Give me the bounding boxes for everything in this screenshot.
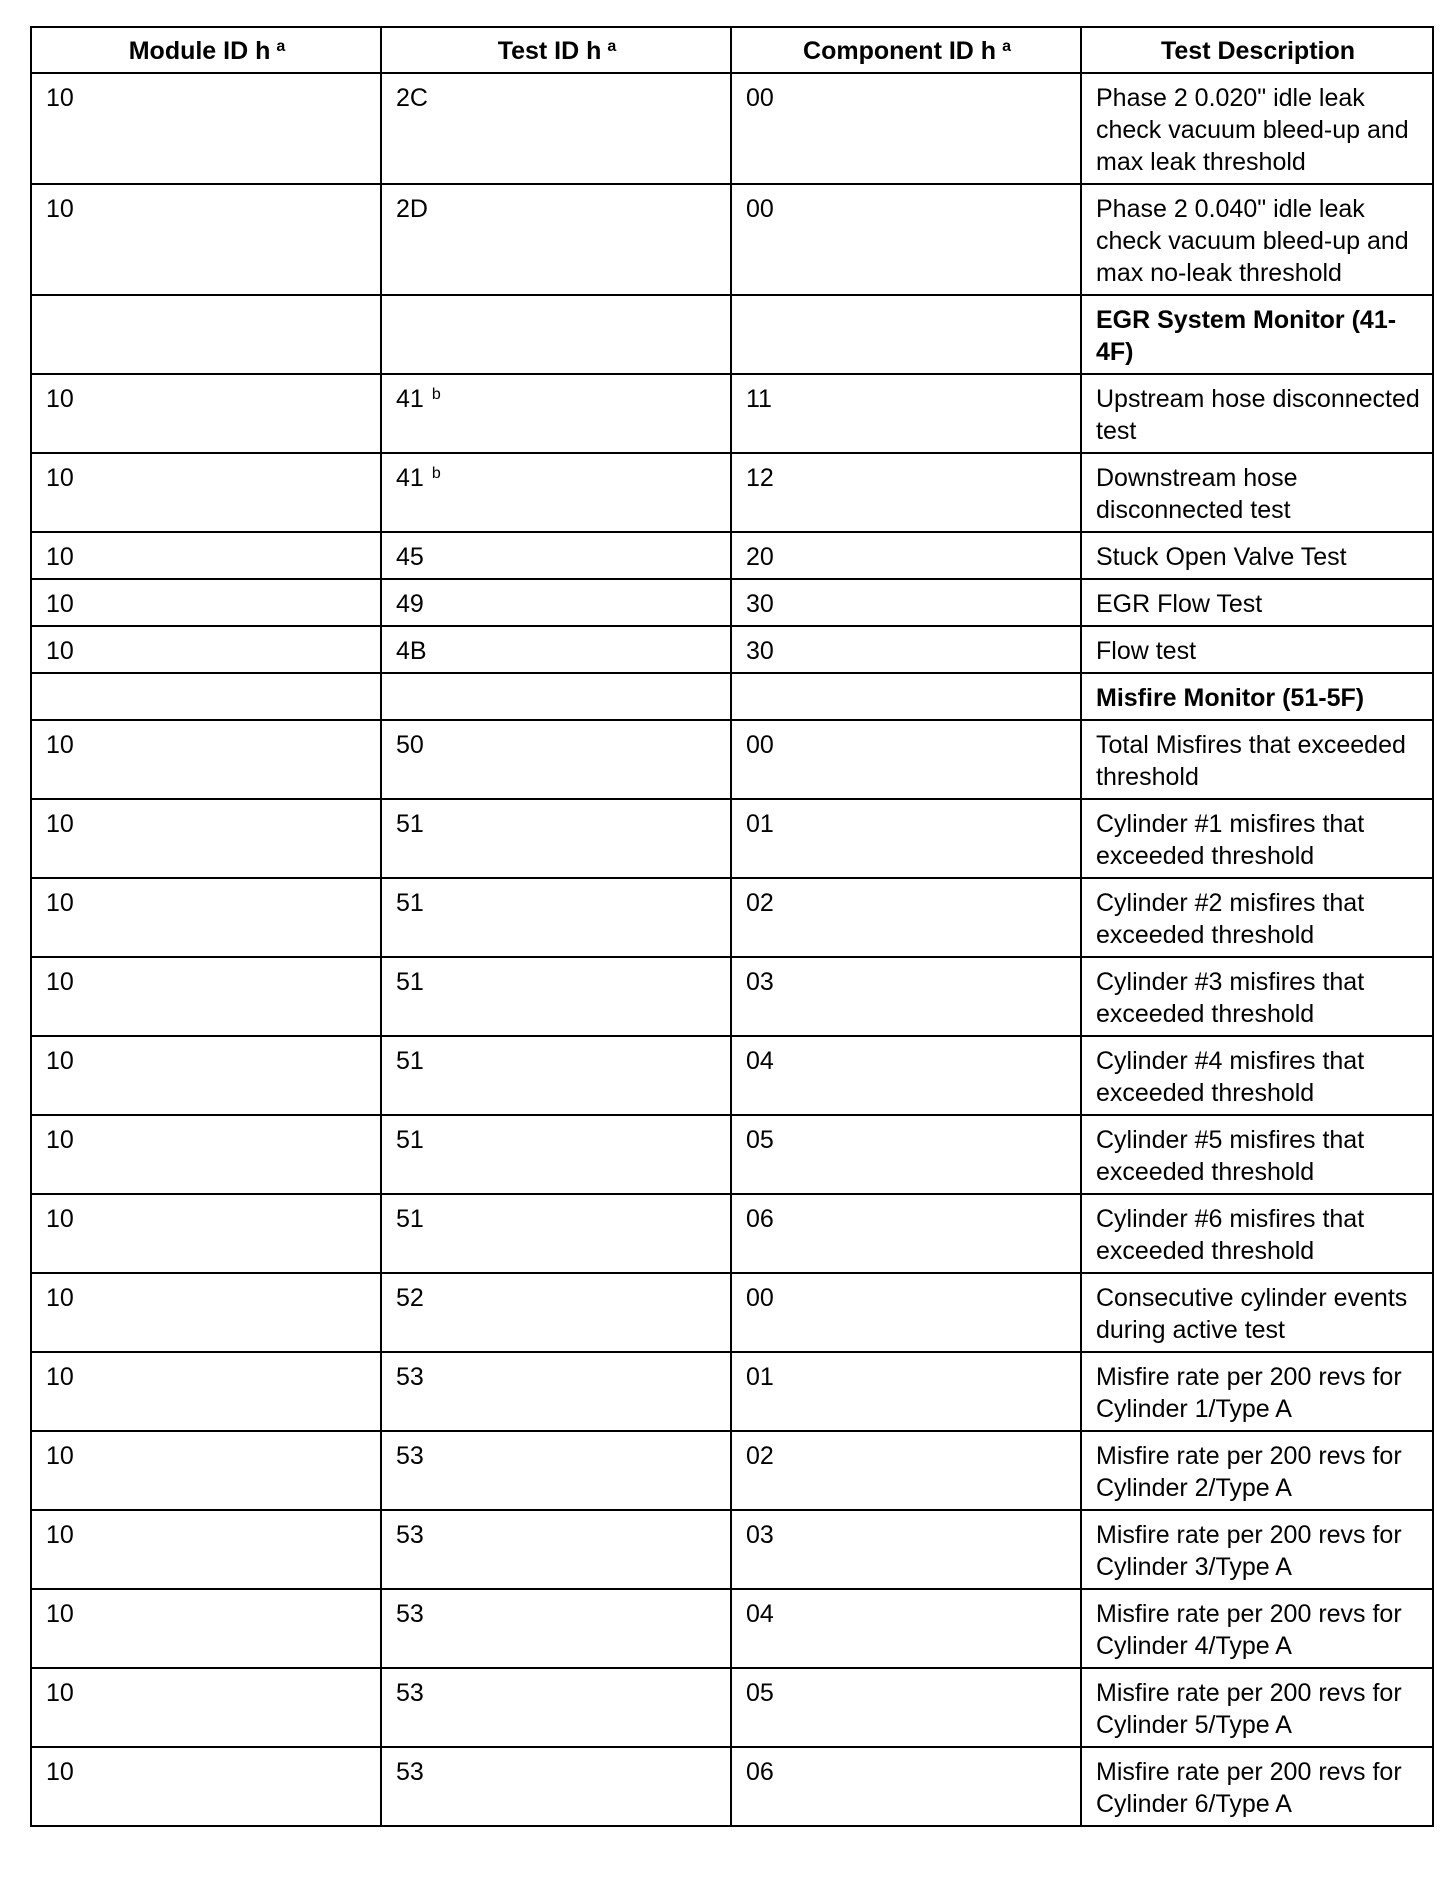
cell-module-id: 10 [31,720,381,799]
cell-test-description: Misfire Monitor (51-5F) [1081,673,1433,720]
cell-module-id: 10 [31,1194,381,1273]
cell-test-description: Misfire rate per 200 revs for Cylinder 1/Type A [1081,1352,1433,1431]
cell-test-id: 53 [381,1747,731,1826]
footnote-marker: b [431,465,441,482]
cell-module-id [31,673,381,720]
cell-module-id: 10 [31,73,381,184]
footnote-marker: b [431,386,441,403]
header-component-id: Component ID h $^a$ [731,27,1081,73]
cell-component-id [731,673,1081,720]
table-row [31,1589,1433,1668]
cell-test-id: 53 [381,1352,731,1431]
cell-test-id: 53 [381,1589,731,1668]
cell-module-id: 10 [31,453,381,532]
cell-module-id: 10 [31,1352,381,1431]
table-row [31,626,1433,673]
cell-test-description: Stuck Open Valve Test [1081,532,1433,579]
table-row [31,453,1433,532]
cell-module-id: 10 [31,1115,381,1194]
cell-test-id: 51 [381,957,731,1036]
cell-test-id: 4B [381,626,731,673]
table-row [31,1352,1433,1431]
cell-test-id: 51 [381,878,731,957]
cell-module-id: 10 [31,878,381,957]
table-row [31,878,1433,957]
table-row [31,374,1433,453]
cell-test-id: 2D [381,184,731,295]
cell-module-id: 10 [31,1431,381,1510]
cell-test-id: 51 [381,1115,731,1194]
cell-module-id: 10 [31,1273,381,1352]
cell-test-description: Upstream hose disconnected test [1081,374,1433,453]
cell-test-id: 41 $^b$ [381,453,731,532]
section-header-row [31,673,1433,720]
cell-module-id: 10 [31,184,381,295]
cell-test-description: EGR System Monitor (41-4F) [1081,295,1433,374]
cell-test-description: Cylinder #4 misfires that exceeded threshold [1081,1036,1433,1115]
cell-component-id [731,295,1081,374]
cell-component-id: 05 [731,1668,1081,1747]
cell-module-id: 10 [31,374,381,453]
header-test-description: Test Description [1081,27,1433,73]
cell-test-id: 51 [381,1194,731,1273]
table-row [31,1115,1433,1194]
cell-test-description: Downstream hose disconnected test [1081,453,1433,532]
cell-component-id: 00 [731,184,1081,295]
cell-test-id: 41 $^b$ [381,374,731,453]
cell-test-description: Cylinder #5 misfires that exceeded threshold [1081,1115,1433,1194]
cell-component-id: 20 [731,532,1081,579]
cell-component-id: 00 [731,720,1081,799]
table-row [31,1747,1433,1826]
cell-test-id: 51 [381,799,731,878]
table-row [31,1273,1433,1352]
cell-test-description: Cylinder #1 misfires that exceeded threshold [1081,799,1433,878]
cell-test-description: Phase 2 0.040" idle leak check vacuum bleed-up and max no-leak threshold [1081,184,1433,295]
cell-module-id: 10 [31,1510,381,1589]
cell-component-id: 00 [731,73,1081,184]
footnote-marker: a [1002,38,1011,55]
table-row [31,1431,1433,1510]
cell-test-description: Misfire rate per 200 revs for Cylinder 2/Type A [1081,1431,1433,1510]
cell-component-id: 05 [731,1115,1081,1194]
cell-module-id: 10 [31,1747,381,1826]
cell-test-description: Phase 2 0.020" idle leak check vacuum bleed-up and max leak threshold [1081,73,1433,184]
cell-component-id: 03 [731,957,1081,1036]
cell-test-id: 45 [381,532,731,579]
cell-component-id: 04 [731,1589,1081,1668]
cell-component-id: 02 [731,1431,1081,1510]
cell-component-id: 11 [731,374,1081,453]
cell-component-id: 30 [731,626,1081,673]
table-row [31,799,1433,878]
cell-test-id [381,295,731,374]
table-row [31,1036,1433,1115]
cell-component-id: 00 [731,1273,1081,1352]
cell-test-description: Misfire rate per 200 revs for Cylinder 6/Type A [1081,1747,1433,1826]
cell-component-id: 03 [731,1510,1081,1589]
header-test-id: Test ID h $^a$ [381,27,731,73]
cell-test-id: 52 [381,1273,731,1352]
test-id-table [30,26,1434,1827]
cell-module-id: 10 [31,1589,381,1668]
cell-component-id: 04 [731,1036,1081,1115]
cell-module-id: 10 [31,799,381,878]
cell-test-description: EGR Flow Test [1081,579,1433,626]
table-row [31,957,1433,1036]
cell-component-id: 01 [731,799,1081,878]
cell-component-id: 06 [731,1747,1081,1826]
table-row [31,73,1433,184]
cell-test-id [381,673,731,720]
cell-component-id: 30 [731,579,1081,626]
cell-test-description: Consecutive cylinder events during active test [1081,1273,1433,1352]
cell-component-id: 01 [731,1352,1081,1431]
cell-module-id: 10 [31,579,381,626]
cell-module-id: 10 [31,532,381,579]
header-module-id: Module ID h $^a$ [31,27,381,73]
table-row [31,720,1433,799]
section-header-row [31,295,1433,374]
cell-test-description: Cylinder #2 misfires that exceeded threshold [1081,878,1433,957]
cell-test-id: 51 [381,1036,731,1115]
table-header-row [31,27,1433,73]
cell-test-description: Misfire rate per 200 revs for Cylinder 4/Type A [1081,1589,1433,1668]
cell-component-id: 02 [731,878,1081,957]
cell-test-description: Misfire rate per 200 revs for Cylinder 5/Type A [1081,1668,1433,1747]
cell-test-id: 53 [381,1510,731,1589]
cell-module-id: 10 [31,957,381,1036]
cell-module-id: 10 [31,1036,381,1115]
cell-component-id: 06 [731,1194,1081,1273]
cell-test-id: 49 [381,579,731,626]
table-row [31,1510,1433,1589]
cell-test-id: 53 [381,1668,731,1747]
table-row [31,184,1433,295]
cell-test-description: Cylinder #3 misfires that exceeded threshold [1081,957,1433,1036]
cell-test-id: 2C [381,73,731,184]
footnote-marker: a [607,38,617,55]
cell-module-id: 10 [31,1668,381,1747]
cell-component-id: 12 [731,453,1081,532]
table-row [31,1668,1433,1747]
cell-module-id: 10 [31,626,381,673]
cell-test-id: 50 [381,720,731,799]
table-row [31,579,1433,626]
footnote-marker: a [276,38,286,55]
cell-test-description: Cylinder #6 misfires that exceeded threshold [1081,1194,1433,1273]
table-row [31,1194,1433,1273]
cell-test-id: 53 [381,1431,731,1510]
cell-module-id [31,295,381,374]
table-row [31,532,1433,579]
cell-test-description: Misfire rate per 200 revs for Cylinder 3/Type A [1081,1510,1433,1589]
cell-test-description: Total Misfires that exceeded threshold [1081,720,1433,799]
cell-test-description: Flow test [1081,626,1433,673]
